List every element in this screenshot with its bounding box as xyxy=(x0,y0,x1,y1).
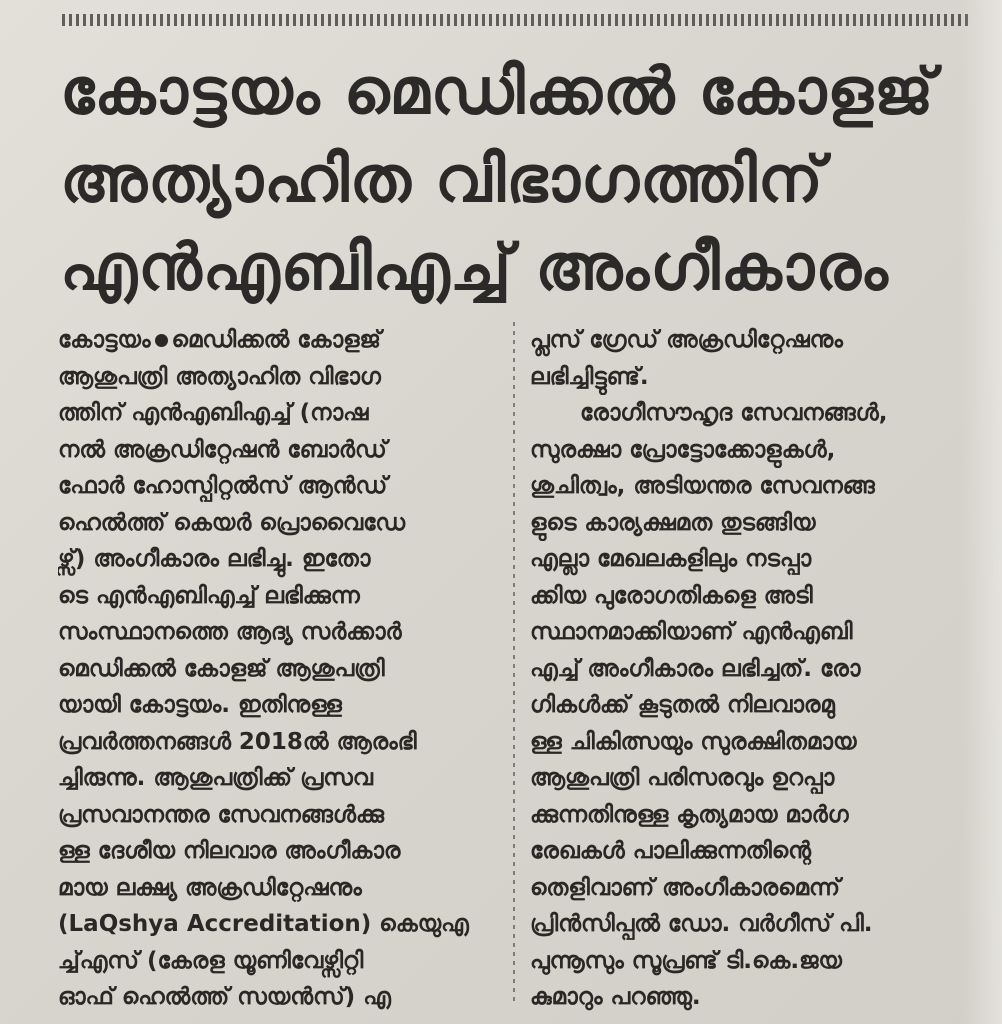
text-line: ലഭിച്ചിട്ടുണ്ട്. xyxy=(530,363,649,390)
text-line: പ്രിൻസിപ്പൽ ഡോ. വർഗീസ് പി. xyxy=(530,911,873,937)
text-line: ഓഫ് ഹെൽത്ത് സയൻസ്) എ xyxy=(58,984,391,1010)
text-line: ശുചിത്വം, അടിയന്തര സേവനങ്ങ xyxy=(530,473,875,499)
text-line: ച്ചിരുന്നു. ആശുപത്രിക്ക് പ്രസവ xyxy=(58,765,373,791)
text-line: മെഡിക്കൽ കോളജ് ആശുപത്രി xyxy=(58,655,385,682)
text-line: പുന്നൂസും സൂപ്രണ്ട് ടി.കെ.ജയ xyxy=(530,947,842,974)
text-line: മായ ലക്ഷ്യ അക്രഡിറ്റേഷനും xyxy=(58,874,362,901)
text-line: രേഖകൾ പാലിക്കുന്നതിന്റെ xyxy=(530,838,811,864)
text-line: ആശുപത്രി അത്യാഹിത വിഭാഗ xyxy=(58,363,381,390)
text-line: ള്ള ദേശീയ നിലവാര അംഗീകാര xyxy=(58,838,401,864)
text-line: എച്ച് അംഗീകാരം ലഭിച്ചത്. രോ xyxy=(530,655,861,682)
text-line: ഹെൽത്ത് കെയർ പ്രൊവൈഡേ xyxy=(58,509,406,536)
headline-line-2: അത്യാഹിത വിഭാഗത്തിന് xyxy=(60,143,824,217)
text-line: കുമാറും പറഞ്ഞു. xyxy=(530,984,701,1010)
text-line: നൽ അക്രഡിറ്റേഷൻ ബോർഡ് xyxy=(58,436,387,463)
text-line: ക്കുന്നതിനുള്ള കൃത്യമായ മാർഗ xyxy=(530,801,849,828)
text-line: (LaQshya Accreditation) കെയുഎ xyxy=(58,911,469,937)
article-paragraph-1-continued xyxy=(530,322,970,395)
text-line: ക്കിയ പുരോഗതികളെ അടി xyxy=(530,582,813,609)
headline-line-3: എൻഎബിഎച്ച് അംഗീകാരം xyxy=(60,231,889,305)
article-paragraph-1 xyxy=(58,322,498,1016)
text-line: ഗികൾക്ക് കൂടുതൽ നിലവാരമു xyxy=(530,692,835,718)
text-line: ത്തിന് എൻഎബിഎച്ച് (നാഷ xyxy=(58,400,369,426)
text-line: തെളിവാണ് അംഗീകാരമെന്ന് xyxy=(530,874,841,901)
headline xyxy=(60,48,960,312)
column-divider xyxy=(513,322,515,1004)
text-line: സംസ്ഥാനത്തെ ആദ്യ സർക്കാർ xyxy=(58,619,402,645)
text-line: രോഗീസൗഹൃദ സേവനങ്ങൾ, xyxy=(580,400,888,426)
text-line: ളുടെ കാര്യക്ഷമത തുടങ്ങിയ xyxy=(530,509,816,536)
text-line: ടെ എൻഎബിഎച്ച് ലഭിക്കുന്ന xyxy=(58,582,360,609)
text-line: പ്ലസ് ഗ്രേഡ് അക്രഡിറ്റേഷനും xyxy=(530,327,843,353)
text-line: പ്രസവാനന്തര സേവനങ്ങൾക്കു xyxy=(58,801,384,828)
dateline: കോട്ടയം xyxy=(58,327,151,353)
text-line: ഴ്സ്) അംഗീകാരം ലഭിച്ചു. ഇതോ xyxy=(58,546,371,572)
text-line: കോട്ടയം മെഡിക്കൽ കോളജ് xyxy=(58,327,381,353)
top-dotted-rule xyxy=(62,14,968,26)
text-line: പ്രവർത്തനങ്ങൾ 2018ൽ ആരംഭി xyxy=(58,728,417,755)
text-line: യായി കോട്ടയം. ഇതിനുള്ള xyxy=(58,692,342,718)
text-line: ഫോർ ഹോസ്പിറ്റൽസ് ആൻഡ് xyxy=(58,473,388,499)
text-line: സ്ഥാനമാക്കിയാണ് എൻഎബി xyxy=(530,619,853,645)
article-paragraph-2 xyxy=(530,395,970,1016)
text-line: ച്ച്എസ് (കേരള യൂണിവേഴ്സിറ്റി xyxy=(58,947,364,974)
text-line: എല്ലാ മേഖലകളിലും നടപ്പാ xyxy=(530,546,812,572)
text-line: സുരക്ഷാ പ്രോട്ടോക്കോളുകൾ, xyxy=(530,436,836,463)
paper-edge-shade xyxy=(962,0,1002,1024)
text-line: ള്ള ചികിത്സയും സുരക്ഷിതമായ xyxy=(530,728,857,755)
article-column-right xyxy=(530,322,970,1016)
text-line: ആശുപത്രി പരിസരവും ഉറപ്പാ xyxy=(530,765,835,791)
article-column-left xyxy=(58,322,498,1016)
headline-line-1: കോട്ടയം മെഡിക്കൽ കോളജ് xyxy=(60,55,935,129)
dateline-bullet-icon xyxy=(155,334,168,347)
